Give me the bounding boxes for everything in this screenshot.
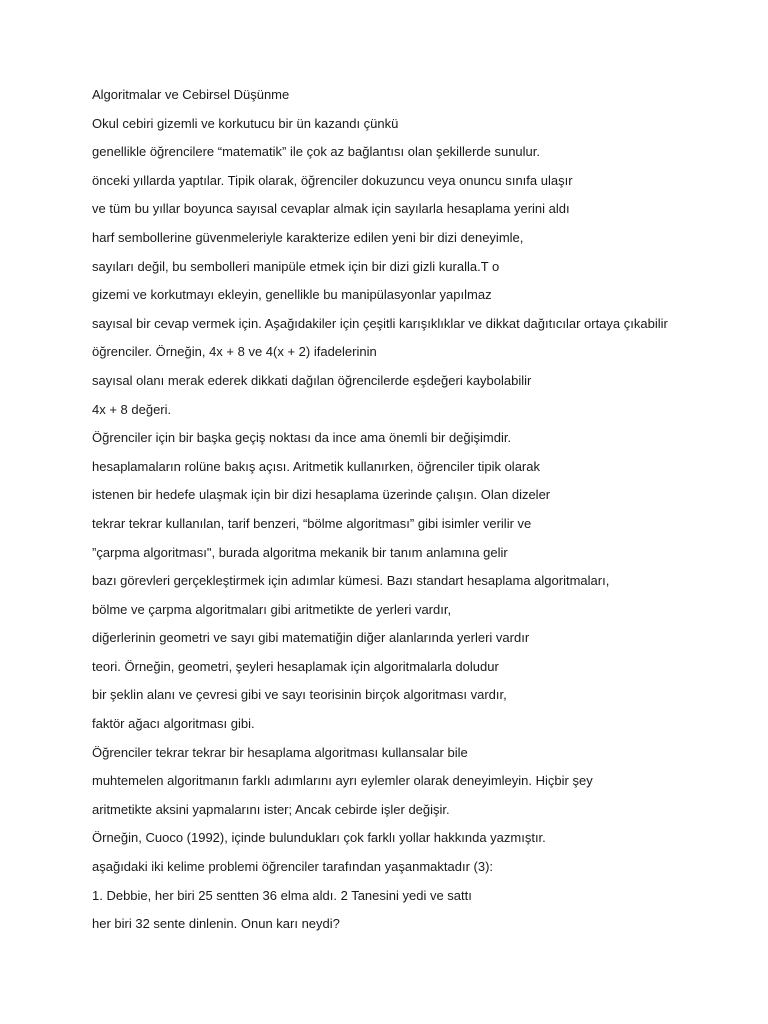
text-line: Öğrenciler için bir başka geçiş noktası da ince ama önemli bir değişimdir. <box>92 430 512 446</box>
document-text <box>92 84 732 942</box>
text-line: bölme ve çarpma algoritmaları gibi aritmetikte de yerleri vardır, <box>92 601 452 617</box>
text-line: aşağıdaki iki kelime problemi öğrenciler tarafından yaşanmaktadır (3): <box>92 859 494 875</box>
text-line: genellikle öğrencilere “matematik” ile çok az bağlantısı olan şekillerde sunulur. <box>92 144 541 160</box>
text-line: bir şeklin alanı ve çevresi gibi ve sayı teorisinin birçok algoritması vardır, <box>92 687 507 703</box>
text-line: ”çarpma algoritması", burada algoritma mekanik bir tanım anlamına gelir <box>92 544 508 560</box>
text-line: ve tüm bu yıllar boyunca sayısal cevaplar almak için sayılarla hesaplama yerini aldı <box>92 201 570 217</box>
text-line: Örneğin, Cuoco (1992), içinde bulundukları çok farklı yollar hakkında yazmıştır. <box>92 830 546 846</box>
text-line: tekrar tekrar kullanılan, tarif benzeri, “bölme algoritması” gibi isimler verilir ve <box>92 515 532 531</box>
text-line: sayıları değil, bu sembolleri manipüle etmek için bir dizi gizli kuralla.T o <box>92 258 500 274</box>
text-line: faktör ağacı algoritması gibi. <box>92 716 255 732</box>
text-line: aritmetikte aksini yapmalarını ister; Ancak cebirde işler değişir. <box>92 801 450 817</box>
text-line: Öğrenciler tekrar tekrar bir hesaplama algoritması kullansalar bile <box>92 744 468 760</box>
text-line: önceki yıllarda yaptılar. Tipik olarak, öğrenciler dokuzuncu veya onuncu sınıfa ulaşır <box>92 172 573 188</box>
text-line: bazı görevleri gerçekleştirmek için adımlar kümesi. Bazı standart hesaplama algoritmaları, <box>92 573 610 589</box>
text-line: her biri 32 sente dinlenin. Onun karı neydi? <box>92 916 340 932</box>
text-line: diğerlerinin geometri ve sayı gibi matematiğin diğer alanlarında yerleri vardır <box>92 630 530 646</box>
text-line: teori. Örneğin, geometri, şeyleri hesaplamak için algoritmalarla doludur <box>92 658 499 674</box>
text-line: Okul cebiri gizemli ve korkutucu bir ün kazandı çünkü <box>92 115 399 131</box>
text-line: sayısal olanı merak ederek dikkati dağılan öğrencilerde eşdeğeri kaybolabilir <box>92 372 532 388</box>
text-line: öğrenciler. Örneğin, 4x + 8 ve 4(x + 2) ifadelerinin <box>92 344 377 360</box>
text-line: hesaplamaların rolüne bakış açısı. Aritmetik kullanırken, öğrenciler tipik olarak <box>92 458 540 474</box>
text-line: sayısal bir cevap vermek için. Aşağıdakiler için çeşitli karışıklıklar ve dikkat dağıtıcılar ortaya çıkabilir <box>92 315 668 331</box>
text-line: 4x + 8 değeri. <box>92 401 172 417</box>
document-title: Algoritmalar ve Cebirsel Düşünme <box>92 87 290 102</box>
text-line: muhtemelen algoritmanın farklı adımlarını ayrı eylemler olarak deneyimleyin. Hiçbir şey <box>92 773 593 789</box>
text-line: harf sembollerine güvenmeleriyle karakterize edilen yeni bir dizi deneyimle, <box>92 229 524 245</box>
text-line: istenen bir hedefe ulaşmak için bir dizi hesaplama üzerinde çalışın. Olan dizeler <box>92 487 551 503</box>
text-line: gizemi ve korkutmayı ekleyin, genellikle bu manipülasyonlar yapılmaz <box>92 287 492 303</box>
text-line: 1. Debbie, her biri 25 sentten 36 elma aldı. 2 Tanesini yedi ve sattı <box>92 887 472 903</box>
